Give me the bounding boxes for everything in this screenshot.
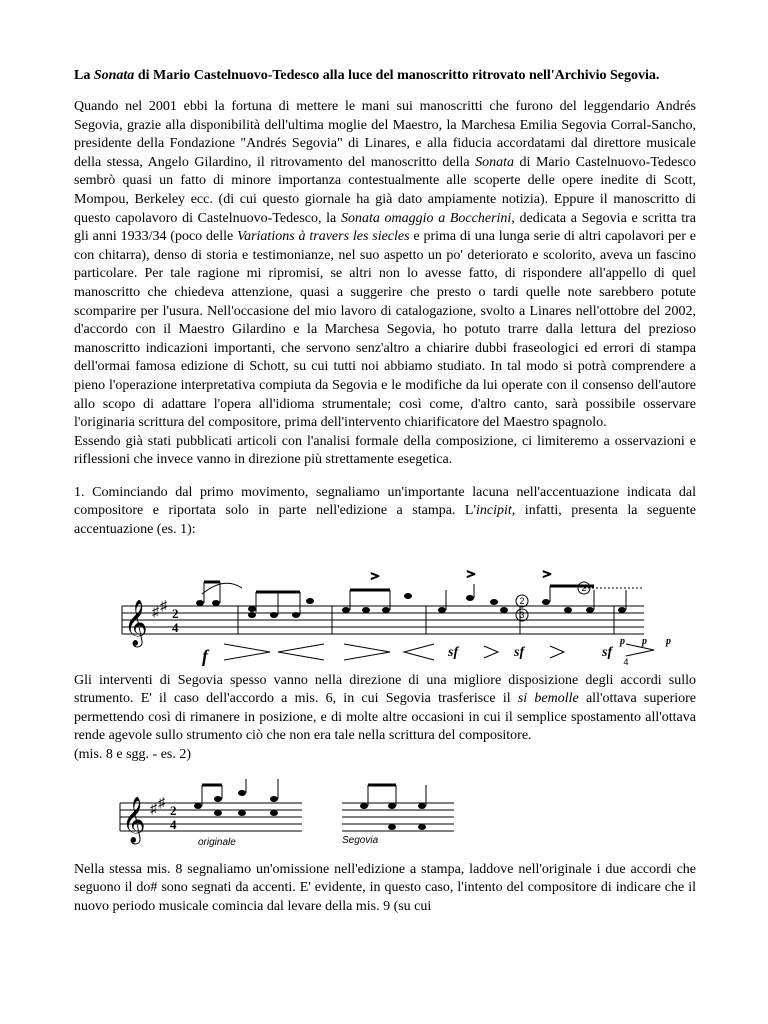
svg-text:4: 4 [170, 816, 177, 832]
text-run: , infatti, presenta la seguente accentuazione (es. 1): [74, 503, 696, 538]
title-part: La [74, 68, 94, 83]
fingering-circle: 2 [519, 595, 525, 606]
text-run: Quando nel 2001 ebbi la fortuna di mettere le mani sui manoscritti che furono del leggendario Andrés Segovia, grazie alla disponibilità dell'ultima moglie del Maestro, la Marchesa Emilia Segovia Corral-Sancho, presidente della Fondazione "Andrés Segovia" di Linares, e alla fiducia accordatami dal direttore musicale della stessa, Angelo Gilardino, il ritrovamento del manoscritto della [74, 99, 696, 170]
svg-text:♯: ♯ [152, 604, 159, 620]
caption-segovia: Segovia [342, 834, 379, 846]
text-emphasis: Sonata [475, 154, 515, 170]
svg-text:𝄞: 𝄞 [122, 796, 146, 843]
svg-text:>: > [466, 566, 477, 581]
svg-text:4: 4 [172, 619, 179, 635]
dynamic-mark: sf [514, 644, 525, 660]
paragraph-scope: Essendo già stati pubblicati articoli con l'analisi formale della composizione, ci limiteremo a osservazioni e riflessioni che invece vanno in direzione più strettamente esegetica. [74, 433, 696, 468]
music-example-2 [74, 765, 696, 861]
svg-text:2: 2 [170, 802, 177, 818]
text-emphasis: Variations à travers les siecles [237, 229, 410, 245]
paragraph-segovia-interventions [74, 672, 696, 746]
dynamic-mark: sf [448, 644, 459, 660]
svg-text:>: > [542, 566, 553, 581]
dynamic-p: p [642, 635, 647, 647]
caption-original: originale [198, 836, 236, 848]
score-excerpt-1 [74, 540, 696, 668]
text-emphasis: si bemolle [517, 691, 579, 707]
svg-text:2: 2 [172, 605, 179, 621]
dynamic-p: p [620, 635, 625, 647]
text-run: 1. Cominciando dal primo movimento, segnaliamo un'importante lacuna nell'accentuazione indicata dal compositore e riportata solo in parte nell'edizione a stampa. L' [74, 484, 696, 519]
paragraph-first-movement [74, 484, 696, 540]
music-example-1 [74, 540, 696, 668]
svg-text:𝄞: 𝄞 [124, 599, 148, 646]
text-run: , dedicata a Segovia e scritta tra gli anni 1933/34 (poco delle [74, 210, 697, 245]
text-emphasis: incipit [476, 503, 512, 519]
paragraph-measure-8: Nella stessa mis. 8 segnaliamo un'omissione nell'edizione a stampa, laddove nell'originale i due accordi che seguono il do# sono segnati da accenti. E' evidente, in questo caso, l'intento del compositore di indicare che il nuovo periodo musicale comincia dal levare della mis. 9 (su cui [74, 861, 696, 914]
svg-text:♯: ♯ [150, 801, 157, 817]
text-run: e prima di una lunga serie di altri capolavori per e con chitarra), denso di storia e testimonianze, nel suo aspetto un po' deteriorato e scolorito, aveva un fascino particolare. Per tale ragione mi ripromisi, se altri non lo avesse fatto, di rispondere all'appello di quel manoscritto che chiedeva attenzione, quasi a suggerire che presto o tardi quelle note sarebbero potute scomparire per l'usura. Nell'occasione del mio lavoro di catalogazione, svolto a Linares nell'ottobre del 2002, d'accordo con il Maestro Gilardino e la Marchesa Segovia, ho potuto trarre dalla lettura del prezioso manoscritto indicazioni importanti, che servono senz'altro a chiarire dubbi fraseologici ed errori di stampa dell'ormai famosa edizione di Schott, su cui tutti noi abbiamo studiato. In tal modo si potrà comprendere a pieno l'operazione interpretativa compiuta da Segovia e le modifiche da lui operate con il consenso dell'autore allo scopo di adattare l'opera all'idioma strumentale; così come, d'altro canto, sarà possibile osservare l'originaria scrittura del compositore, prima dell'intervento chiarificatore del Maestro spagnolo. [74, 229, 696, 431]
paragraph-intro [74, 98, 696, 433]
paragraph-example-ref: (mis. 8 e sgg. - es. 2) [74, 747, 192, 763]
fingering-circle: 4 [623, 656, 629, 667]
document-page [74, 66, 696, 916]
score-excerpt-2 [74, 765, 696, 861]
dynamic-mark: sf [602, 644, 613, 660]
dynamic-p: p [666, 635, 671, 647]
fingering-circle: 2 [581, 582, 587, 593]
svg-text:♯: ♯ [158, 795, 165, 811]
svg-text:♯: ♯ [160, 598, 167, 614]
article-title [74, 66, 696, 86]
text-run: all'ottava superiore permettendo così di rimanere in posizione, e di molte altre occasioni in cui il semplice spostamento all'ottava rende agevole sullo strumento ciò che non era tale nella scrittura del compositore. [74, 691, 697, 744]
fingering-circle: 3 [519, 609, 525, 620]
dynamic-mark: f [202, 645, 208, 666]
svg-text:>: > [370, 568, 381, 583]
text-run: Gli interventi di Segovia spesso vanno nella direzione di una migliore disposizione degli accordi sullo strumento. E' il caso dell'accordo a mis. 6, in cui Segovia trasferisce il [74, 672, 696, 707]
title-part: di Mario Castelnuovo-Tedesco alla luce del manoscritto ritrovato nell'Archivio Segovia. [134, 68, 660, 83]
text-run: di Mario Castelnuovo-Tedesco sembrò quasi un fatto di minore importanza contestualmente alle scoperte delle opere inedite di Scott, Mompou, Berkeley ecc. (di cui questo giornale ha già dato ampiamente notizia). Eppure il manoscritto di questo capolavoro di Castelnuovo-Tedesco, la [74, 154, 696, 226]
title-emphasis: Sonata [93, 68, 135, 83]
text-emphasis: Sonata omaggio a Boccherini [340, 210, 512, 226]
